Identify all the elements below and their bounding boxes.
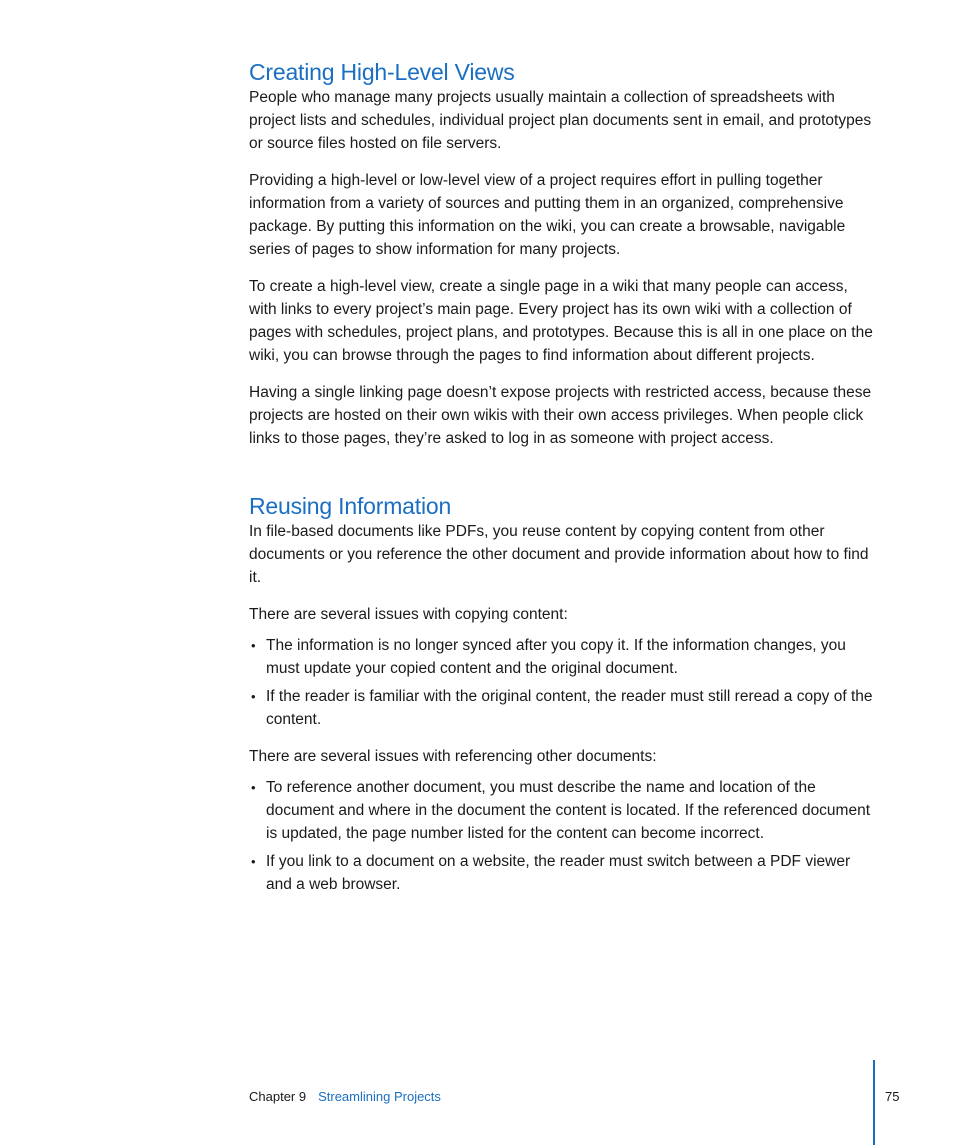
section-heading-creating-high-level-views: Creating High-Level Views (249, 59, 515, 85)
page-content (249, 58, 879, 910)
chapter-label: Chapter 9 (249, 1089, 307, 1104)
copying-issues-list (249, 634, 879, 731)
bullet-icon: • (251, 780, 256, 795)
page-number: 75 (885, 1089, 900, 1104)
list-item (249, 776, 879, 845)
paragraph: To create a high-level view, create a single page in a wiki that many people can access, with links to every project’s main page. Every project has its own wiki with a collection of pages with schedules, project plans, and prototypes. Because this is all in one place on the wiki, you can browse through the pages to find information about different projects. (249, 278, 873, 364)
paragraph: People who manage many projects usually maintain a collection of spreadsheets with project lists and schedules, individual project plan documents sent in email, and prototypes or source files hosted on file servers. (249, 89, 872, 152)
section-heading-reusing-information: Reusing Information (249, 493, 452, 519)
bullet-icon: • (251, 854, 256, 869)
list-item (249, 634, 879, 680)
page-footer (249, 1088, 441, 1106)
paragraph: Having a single linking page doesn’t expose projects with restricted access, because these projects are hosted on their own wikis with their own access privileges. When people click links to those pages, they’re asked to log in as someone with project access. (249, 384, 872, 447)
referencing-issues-list (249, 776, 879, 896)
footer-divider (873, 1060, 875, 1145)
bullet-icon: • (251, 689, 256, 704)
list-item-text: The information is no longer synced after you copy it. If the information changes, you must update your copied content and the original document. (266, 637, 846, 677)
bullet-icon: • (251, 638, 256, 653)
list-item-text: If the reader is familiar with the original content, the reader must still reread a copy of the content. (266, 688, 873, 728)
list-lead: There are several issues with referencing other documents: (249, 748, 657, 765)
list-lead: There are several issues with copying content: (249, 606, 568, 623)
list-item-text: To reference another document, you must describe the name and location of the document and where in the document the content is located. If the referenced document is updated, the page number listed for the content can become incorrect. (266, 779, 871, 842)
paragraph: In file-based documents like PDFs, you reuse content by copying content from other documents or you reference the other document and provide information about how to find it. (249, 523, 869, 586)
list-item-text: If you link to a document on a website, the reader must switch between a PDF viewer and a web browser. (266, 853, 851, 893)
list-item (249, 685, 879, 731)
chapter-title-link[interactable]: Streamlining Projects (318, 1089, 441, 1104)
list-item (249, 850, 879, 896)
paragraph: Providing a high-level or low-level view of a project requires effort in pulling together information from a variety of sources and putting them in an organized, comprehensive package. By putting this information on the wiki, you can create a browsable, navigable series of pages to show information for many projects. (249, 172, 846, 258)
